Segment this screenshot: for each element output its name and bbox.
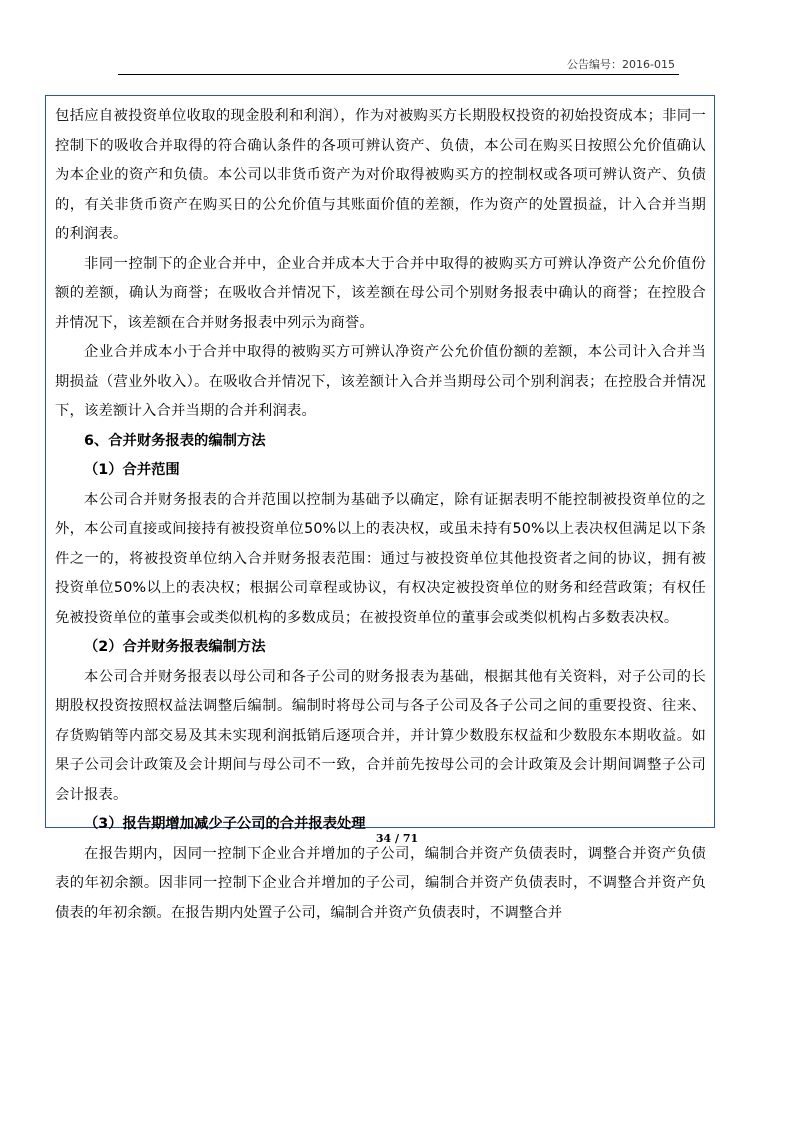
paragraph-1: 包括应自被投资单位收取的现金股利和利润），作为对被购买方长期股权投资的初始投资成本；非同一控制下的吸收合并取得的符合确认条件的各项可辨认资产、负债，本公司在购买日按照公允价值确认为本企业的资产和负债。本公司以非货币资产为对价取得被购买方的控制权或各项可辨认资产、负债的，有关非货币资产在购买日的公允价值与其账面价值的差额，作为资产的处置损益，计入合并当期的利润表。 bbox=[55, 108, 706, 242]
paragraph-2: 非同一控制下的企业合并中，企业合并成本大于合并中取得的被购买方可辨认净资产公允价值份额的差额，确认为商誉；在吸收合并情况下，该差额在母公司个别财务报表中确认的商誉；在控股合并情况下，该差额在合并财务报表中列示为商誉。 bbox=[55, 255, 706, 331]
paragraph-5: 本公司合并财务报表以母公司和各子公司的财务报表为基础，根据其他有关资料，对子公司的长期股权投资按照权益法调整后编制。编制时将母公司与各子公司及各子公司之间的重要投资、往来、存货购销等内部交易及其未实现利润抵销后逐项合并，并计算少数股东权益和少数股东本期收益。如果子公司会计政策及会计期间与母公司不一致，合并前先按母公司的会计政策及会计期间调整子公司会计报表。 bbox=[55, 668, 706, 803]
subheading-preparation-method: （2）合并财务报表编制方法 bbox=[84, 639, 266, 655]
paragraph-4: 本公司合并财务报表的合并范围以控制为基础予以确定，除有证据表明不能控制被投资单位的之外，本公司直接或间接持有被投资单位50%以上的表决权，或虽未持有50%以上表决权但满足以下条件之一的，将被投资单位纳入合并财务报表范围：通过与被投资单位其他投资者之间的协议，拥有被投资单位50%以上的表决权；根据公司章程或协议，有权决定被投资单位的财务和经营政策；有权任免被投资单位的董事会或类似机构的多数成员；在被投资单位的董事会或类似机构占多数表决权。 bbox=[55, 491, 706, 626]
section-heading-6: 6、合并财务报表的编制方法 bbox=[84, 432, 266, 449]
page-number: 34 / 71 bbox=[375, 832, 419, 845]
header-divider bbox=[118, 74, 679, 75]
subheading-consolidation-scope: （1）合并范围 bbox=[84, 462, 180, 478]
paragraph-3: 企业合并成本小于合并中取得的被购买方可辨认净资产公允价值份额的差额，本公司计入合并当期损益（营业外收入）。在吸收合并情况下，该差额计入合并当期母公司个别利润表；在控股合并情况下，该差额计入合并当期的合并利润表。 bbox=[55, 344, 706, 419]
paragraph-6: 在报告期内，因同一控制下企业合并增加的子公司，编制合并资产负债表时，调整合并资产负债表的年初余额。因非同一控制下企业合并增加的子公司，编制合并资产负债表时，不调整合并资产负债表的年初余额。在报告期内处置子公司，编制合并资产负债表时，不调整合并 bbox=[55, 845, 706, 921]
announcement-number: 公告编号：2016-015 bbox=[567, 58, 675, 71]
subheading-subsidiary-changes: （3）报告期增加减少子公司的合并报表处理 bbox=[84, 816, 366, 832]
